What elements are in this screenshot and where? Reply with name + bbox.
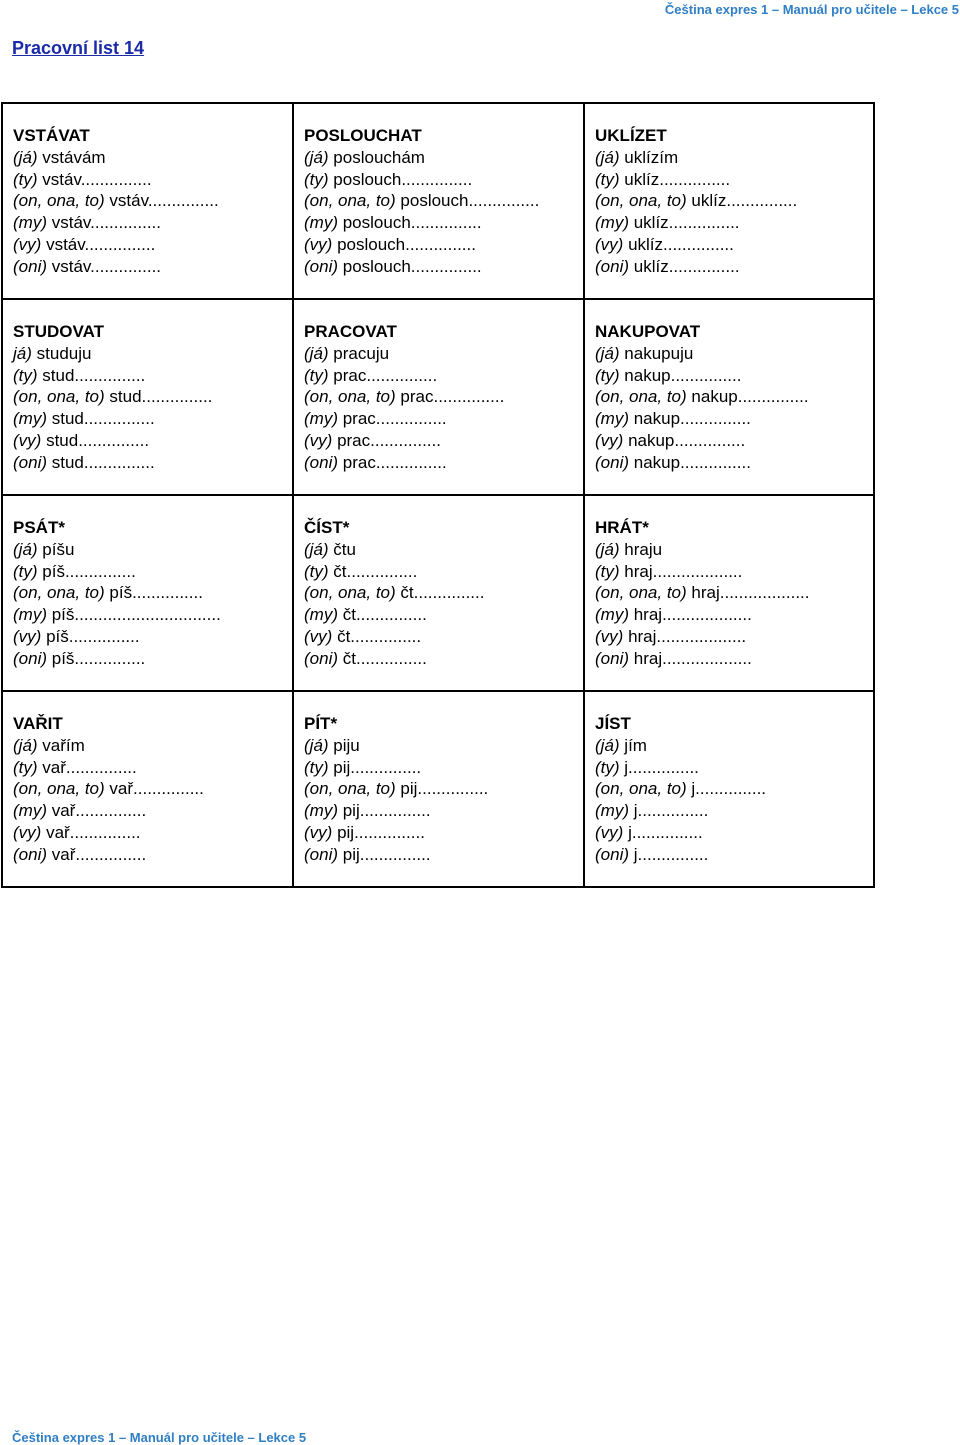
conjugation-table <box>1 102 875 888</box>
verb-infinitive: PRACOVAT <box>304 322 397 341</box>
conjugation-line <box>304 561 583 583</box>
conjugation-line <box>595 190 873 212</box>
pronoun-label: (ty) <box>304 561 329 581</box>
pronoun-label: (my) <box>595 801 629 821</box>
conjugation-line <box>304 212 583 234</box>
pronoun-label: (oni) <box>13 648 48 668</box>
conjugation-line <box>595 343 873 365</box>
pronoun-label: (vy) <box>13 430 42 450</box>
verb-form-blank: hraj................... <box>633 648 752 668</box>
pronoun-label: (já) <box>595 735 620 755</box>
conjugation-line <box>595 212 873 234</box>
verb-infinitive: NAKUPOVAT <box>595 322 701 341</box>
conjugation-line <box>13 735 292 757</box>
conjugation-line <box>13 844 292 866</box>
conjugation-line <box>595 386 873 408</box>
verb-form-blank: j............... <box>691 779 767 799</box>
conjugation-line <box>595 582 873 604</box>
verb-form-blank: uklíz............... <box>691 191 798 211</box>
pronoun-label: (my) <box>595 409 629 429</box>
verb-form-blank: vstáv............... <box>51 213 161 233</box>
verb-form-blank: píš............... <box>109 583 203 603</box>
table-row <box>2 299 874 495</box>
conjugation-line <box>304 800 583 822</box>
conjugation-line <box>304 169 583 191</box>
verb-form-blank: jím <box>624 735 647 755</box>
pronoun-label: (oni) <box>304 844 339 864</box>
pronoun-label: (on, ona, to) <box>304 387 396 407</box>
conjugation-line <box>13 800 292 822</box>
conjugation-line <box>13 648 292 670</box>
pronoun-label: (on, ona, to) <box>13 191 105 211</box>
pronoun-label: (oni) <box>595 452 630 472</box>
verb-form-blank: prac............... <box>342 452 447 472</box>
conjugation-line <box>13 234 292 256</box>
pronoun-label: (vy) <box>304 234 333 254</box>
verb-form-blank: píš............... <box>51 648 146 668</box>
verb-form-blank: prac............... <box>342 409 447 429</box>
conjugation-line <box>595 735 873 757</box>
verb-infinitive: ČÍST* <box>304 518 350 537</box>
verb-infinitive: PÍT* <box>304 714 338 733</box>
conjugation-line <box>304 256 583 278</box>
verb-form-blank: j............... <box>628 822 703 842</box>
verb-form-blank: poslouch............... <box>342 256 482 276</box>
conjugation-line <box>13 561 292 583</box>
verb-form-blank: stud............... <box>51 452 155 472</box>
conjugation-line <box>13 212 292 234</box>
pronoun-label: (vy) <box>595 822 624 842</box>
verb-form-blank: vař............... <box>46 822 141 842</box>
pronoun-label: (já) <box>304 735 329 755</box>
conjugation-line <box>304 604 583 626</box>
verb-form-blank: nakup............... <box>628 430 746 450</box>
pronoun-label: (my) <box>304 801 338 821</box>
conjugation-line <box>595 234 873 256</box>
verb-form-blank: uklíz............... <box>633 213 740 233</box>
pronoun-label: (on, ona, to) <box>595 779 687 799</box>
conjugation-line <box>595 408 873 430</box>
pronoun-label: (oni) <box>595 648 630 668</box>
verb-form-blank: pracuju <box>333 343 390 363</box>
verb-infinitive: STUDOVAT <box>13 322 104 341</box>
verb-form-blank: vstáv............... <box>46 234 156 254</box>
verb-infinitive: HRÁT* <box>595 518 649 537</box>
pronoun-label: (oni) <box>304 452 339 472</box>
pronoun-label: (vy) <box>595 626 624 646</box>
conjugation-line <box>595 822 873 844</box>
pronoun-label: (vy) <box>595 430 624 450</box>
pronoun-label: (já) <box>13 147 38 167</box>
pronoun-label: (ty) <box>13 757 38 777</box>
pronoun-label: (oni) <box>304 648 339 668</box>
verb-form-blank: pij............... <box>400 779 489 799</box>
pronoun-label: (já) <box>304 539 329 559</box>
conjugation-line <box>304 539 583 561</box>
verb-form-blank: čt............... <box>400 583 485 603</box>
pronoun-label: (my) <box>304 213 338 233</box>
conjugation-line <box>304 626 583 648</box>
pronoun-label: (my) <box>13 605 47 625</box>
verb-form-blank: vař............... <box>51 801 147 821</box>
verb-form-blank: nakup............... <box>624 365 742 385</box>
conjugation-line <box>595 147 873 169</box>
verb-form-blank: uklíz............... <box>624 169 731 189</box>
verb-form-blank: stud............... <box>109 387 213 407</box>
conjugation-line <box>595 256 873 278</box>
verb-infinitive: VAŘIT <box>13 714 63 733</box>
verb-form-blank: píš............................... <box>51 605 221 625</box>
pronoun-label: (oni) <box>13 452 48 472</box>
verb-form-blank: píš............... <box>42 561 136 581</box>
verb-form-blank: čt............... <box>333 561 418 581</box>
verb-form-blank: hraju <box>624 539 663 559</box>
verb-infinitive: POSLOUCHAT <box>304 126 422 145</box>
pronoun-label: (ty) <box>13 561 38 581</box>
verb-form-blank: piju <box>333 735 360 755</box>
verb-form-blank: vař............... <box>109 779 204 799</box>
verb-form-blank: prac............... <box>333 365 438 385</box>
verb-form-blank: pij............... <box>333 757 422 777</box>
pronoun-label: (vy) <box>304 626 333 646</box>
conjugation-line <box>304 386 583 408</box>
conjugation-line <box>304 778 583 800</box>
conjugation-line <box>595 757 873 779</box>
verb-form-blank: nakup............... <box>633 409 751 429</box>
pronoun-label: (on, ona, to) <box>13 583 105 603</box>
conjugation-line <box>304 234 583 256</box>
conjugation-line <box>304 190 583 212</box>
verb-cell <box>584 299 874 495</box>
table-row <box>2 495 874 691</box>
conjugation-line <box>304 757 583 779</box>
verb-cell <box>584 495 874 691</box>
pronoun-label: (my) <box>595 605 629 625</box>
verb-form-blank: vařím <box>42 735 85 755</box>
pronoun-label: (on, ona, to) <box>13 387 105 407</box>
pronoun-label: (on, ona, to) <box>595 387 687 407</box>
pronoun-label: (vy) <box>13 822 42 842</box>
pronoun-label: (on, ona, to) <box>13 779 105 799</box>
conjugation-line <box>304 365 583 387</box>
verb-form-blank: vař............... <box>51 844 147 864</box>
verb-form-blank: j............... <box>633 844 709 864</box>
verb-form-blank: píš............... <box>46 626 140 646</box>
conjugation-line <box>595 844 873 866</box>
conjugation-line <box>13 582 292 604</box>
pronoun-label: (oni) <box>304 256 339 276</box>
pronoun-label: (ty) <box>13 365 38 385</box>
verb-cell <box>293 103 584 299</box>
verb-form-blank: vstáv............... <box>42 169 152 189</box>
verb-infinitive: VSTÁVAT <box>13 126 90 145</box>
pronoun-label: (oni) <box>13 256 48 276</box>
verb-form-blank: nakupuju <box>624 343 694 363</box>
verb-form-blank: prac............... <box>337 430 441 450</box>
pronoun-label: (ty) <box>304 365 329 385</box>
pronoun-label: (ty) <box>13 169 38 189</box>
verb-form-blank: nakup............... <box>633 452 751 472</box>
conjugation-line <box>13 757 292 779</box>
pronoun-label: já) <box>13 343 32 363</box>
verb-form-blank: poslouch............... <box>342 213 482 233</box>
verb-form-blank: j............... <box>624 757 699 777</box>
conjugation-line <box>304 343 583 365</box>
table-row <box>2 691 874 887</box>
verb-form-blank: čtu <box>333 539 356 559</box>
verb-form-blank: hraj................... <box>624 561 743 581</box>
verb-infinitive: UKLÍZET <box>595 126 667 145</box>
verb-form-blank: vstáv............... <box>109 191 219 211</box>
pronoun-label: (on, ona, to) <box>304 779 396 799</box>
conjugation-line <box>13 386 292 408</box>
pronoun-label: (já) <box>595 147 620 167</box>
pronoun-label: (vy) <box>304 430 333 450</box>
conjugation-line <box>13 256 292 278</box>
conjugation-line <box>13 626 292 648</box>
pronoun-label: (oni) <box>595 844 630 864</box>
verb-form-blank: prac............... <box>400 387 505 407</box>
conjugation-line <box>13 147 292 169</box>
conjugation-line <box>304 430 583 452</box>
table-row <box>2 103 874 299</box>
conjugation-line <box>13 604 292 626</box>
pronoun-label: (on, ona, to) <box>304 583 396 603</box>
conjugation-line <box>304 822 583 844</box>
conjugation-line <box>304 844 583 866</box>
conjugation-line <box>13 408 292 430</box>
pronoun-label: (ty) <box>304 757 329 777</box>
pronoun-label: (my) <box>13 801 47 821</box>
verb-form-blank: uklíz............... <box>633 256 740 276</box>
verb-form-blank: vstáv............... <box>51 256 162 276</box>
verb-form-blank: poslouch............... <box>400 191 540 211</box>
verb-form-blank: píšu <box>42 539 75 559</box>
conjugation-line <box>595 561 873 583</box>
pronoun-label: (já) <box>13 735 38 755</box>
verb-form-blank: j............... <box>633 801 709 821</box>
verb-cell <box>584 103 874 299</box>
verb-cell <box>2 691 293 887</box>
conjugation-line <box>304 408 583 430</box>
pronoun-label: (já) <box>595 539 620 559</box>
verb-form-blank: uklíz............... <box>628 234 734 254</box>
verb-form-blank: uklízím <box>624 147 679 167</box>
verb-infinitive: JÍST <box>595 714 631 733</box>
verb-form-blank: stud............... <box>46 430 150 450</box>
pronoun-label: (oni) <box>13 844 48 864</box>
verb-cell <box>293 299 584 495</box>
pronoun-label: (vy) <box>304 822 333 842</box>
conjugation-line <box>595 169 873 191</box>
running-footer: Čeština expres 1 – Manuál pro učitele – Lekce 5 <box>12 1430 307 1445</box>
page-title: Pracovní list 14 <box>12 38 145 58</box>
verb-cell <box>293 495 584 691</box>
conjugation-line <box>13 539 292 561</box>
pronoun-label: (my) <box>595 213 629 233</box>
conjugation-line <box>304 452 583 474</box>
verb-form-blank: čt............... <box>342 648 427 668</box>
conjugation-line <box>13 190 292 212</box>
pronoun-label: (já) <box>304 147 329 167</box>
verb-form-blank: hraj................... <box>628 626 747 646</box>
verb-form-blank: vař............... <box>42 757 137 777</box>
pronoun-label: (my) <box>304 605 338 625</box>
conjugation-line <box>13 822 292 844</box>
verb-infinitive: PSÁT* <box>13 518 65 537</box>
verb-form-blank: hraj................... <box>691 583 810 603</box>
pronoun-label: (ty) <box>304 169 329 189</box>
pronoun-label: (ty) <box>595 757 620 777</box>
conjugation-line <box>595 539 873 561</box>
verb-form-blank: pij............... <box>337 822 425 842</box>
conjugation-line <box>13 452 292 474</box>
verb-form-blank: hraj................... <box>633 605 752 625</box>
verb-form-blank: stud............... <box>51 409 155 429</box>
conjugation-line <box>595 365 873 387</box>
pronoun-label: (já) <box>304 343 329 363</box>
pronoun-label: (oni) <box>595 256 630 276</box>
verb-form-blank: pij............... <box>342 801 431 821</box>
conjugation-line <box>13 430 292 452</box>
pronoun-label: (já) <box>595 343 620 363</box>
verb-form-blank: čt............... <box>342 605 427 625</box>
verb-cell <box>584 691 874 887</box>
pronoun-label: (my) <box>13 409 47 429</box>
conjugation-line <box>595 800 873 822</box>
pronoun-label: (ty) <box>595 169 620 189</box>
conjugation-line <box>304 582 583 604</box>
pronoun-label: (on, ona, to) <box>304 191 396 211</box>
verb-form-blank: nakup............... <box>691 387 809 407</box>
conjugation-line <box>595 626 873 648</box>
conjugation-line <box>595 648 873 670</box>
running-header: Čeština expres 1 – Manuál pro učitele – Lekce 5 <box>664 2 959 17</box>
conjugation-line <box>304 735 583 757</box>
pronoun-label: (ty) <box>595 561 620 581</box>
pronoun-label: (on, ona, to) <box>595 191 687 211</box>
conjugation-line <box>13 169 292 191</box>
pronoun-label: (my) <box>13 213 47 233</box>
pronoun-label: (ty) <box>595 365 620 385</box>
verb-cell <box>293 691 584 887</box>
verb-form-blank: poslouch............... <box>333 169 473 189</box>
verb-cell <box>2 495 293 691</box>
verb-form-blank: stud............... <box>42 365 146 385</box>
verb-form-blank: pij............... <box>342 844 431 864</box>
conjugation-line <box>595 452 873 474</box>
pronoun-label: (vy) <box>13 626 42 646</box>
verb-form-blank: poslouch............... <box>337 234 476 254</box>
verb-cell <box>2 299 293 495</box>
pronoun-label: (on, ona, to) <box>595 583 687 603</box>
conjugation-line <box>13 365 292 387</box>
conjugation-line <box>304 648 583 670</box>
verb-form-blank: čt............... <box>337 626 422 646</box>
verb-form-blank: vstávám <box>42 147 106 167</box>
conjugation-line <box>595 778 873 800</box>
conjugation-line <box>304 147 583 169</box>
pronoun-label: (vy) <box>595 234 624 254</box>
conjugation-line <box>13 778 292 800</box>
pronoun-label: (vy) <box>13 234 42 254</box>
verb-cell <box>2 103 293 299</box>
conjugation-line <box>13 343 292 365</box>
conjugation-line <box>595 430 873 452</box>
pronoun-label: (já) <box>13 539 38 559</box>
verb-form-blank: poslouchám <box>333 147 425 167</box>
conjugation-line <box>595 604 873 626</box>
pronoun-label: (my) <box>304 409 338 429</box>
verb-form-blank: studuju <box>36 343 92 363</box>
